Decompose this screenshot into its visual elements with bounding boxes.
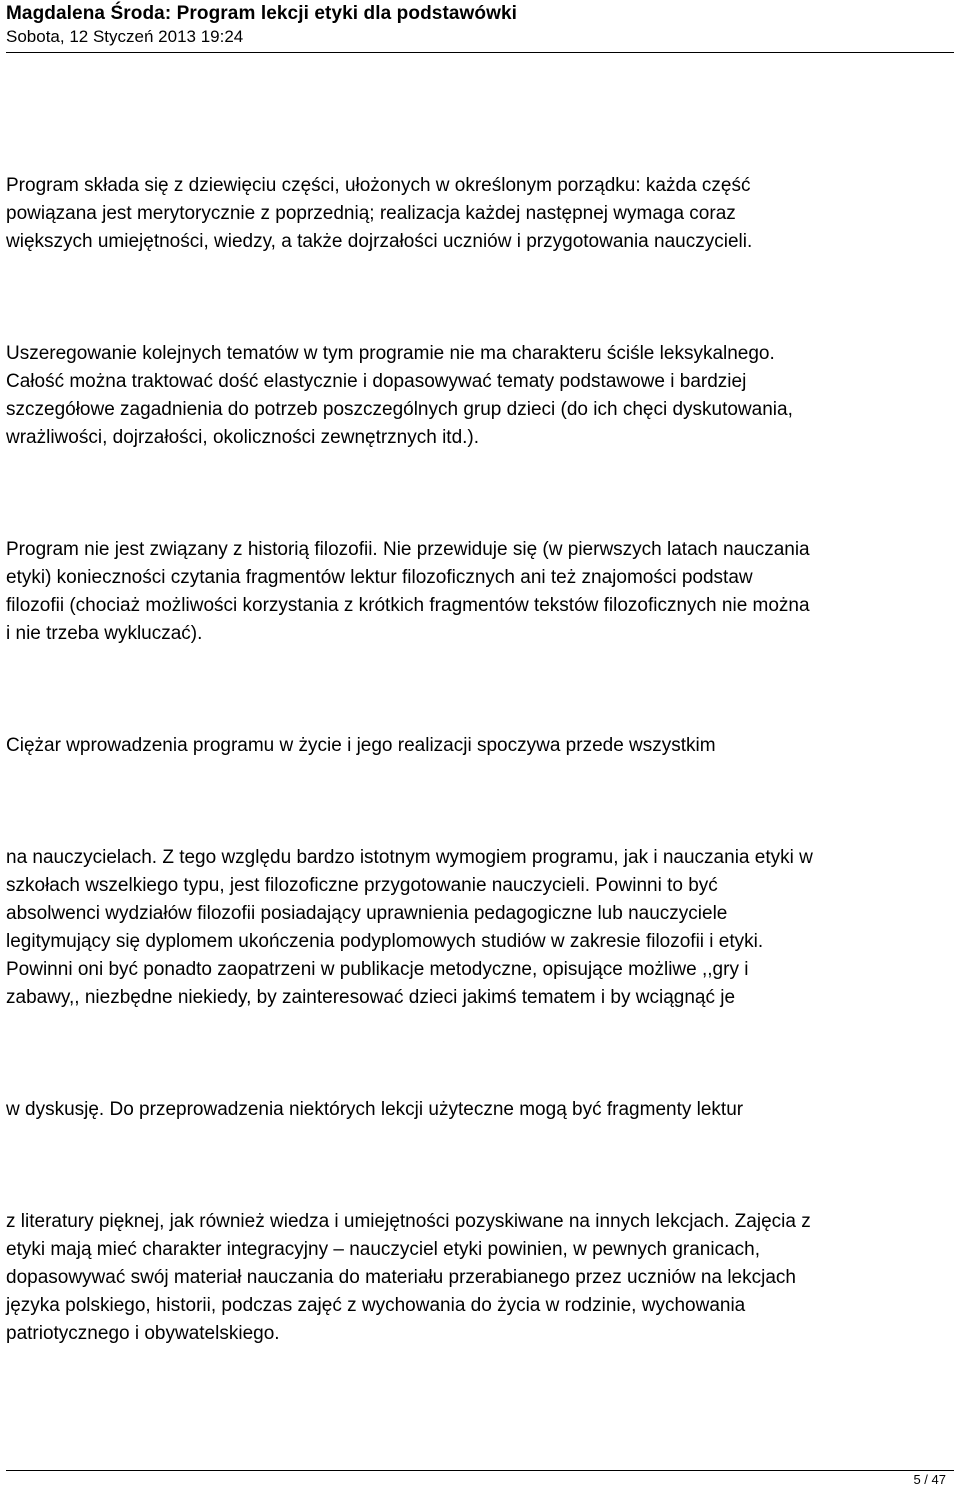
page-number: 5 / 47 [913, 1472, 946, 1487]
text-line: zabawy,, niezbędne niekiedy, by zainteresować dzieci jakimś tematem i by wciągnąć je [6, 987, 736, 1008]
text-line: etyki) konieczności czytania fragmentów lektur filozoficznych ani też znajomości podstaw [6, 567, 753, 588]
text-line: w dyskusję. Do przeprowadzenia niektórych lekcji użyteczne mogą być fragmenty lektur [6, 1099, 744, 1120]
document-title: Magdalena Środa: Program lekcji etyki dla podstawówki [6, 3, 518, 24]
text-line: Całość można traktować dość elastycznie i dopasowywać tematy podstawowe i bardziej [6, 371, 747, 392]
text-line: na nauczycielach. Z tego względu bardzo istotnym wymogiem programu, jak i nauczania etyki w [6, 847, 813, 868]
text-line: Program nie jest związany z historią filozofii. Nie przewiduje się (w pierwszych latach nauczania [6, 539, 810, 560]
text-line: powiązana jest merytorycznie z poprzednią; realizacja każdej następnej wymaga coraz [6, 203, 736, 224]
footer-divider [6, 1470, 954, 1471]
text-line: etyki mają mieć charakter integracyjny – nauczyciel etyki powinien, w pewnych granicach, [6, 1239, 761, 1260]
document-header [6, 0, 954, 53]
text-line: z literatury pięknej, jak również wiedza i umiejętności pozyskiwane na innych lekcjach. Zajęcia z [6, 1211, 811, 1232]
text-line: filozofii (chociaż możliwości korzystania z krótkich fragmentów tekstów filozoficznych nie można [6, 595, 810, 616]
text-line: legitymujący się dyplomem ukończenia podyplomowych studiów w zakresie filozofii i etyki. [6, 931, 764, 952]
text-line: większych umiejętności, wiedzy, a także dojrzałości uczniów i przygotowania nauczycieli. [6, 231, 753, 252]
text-line: Program składa się z dziewięciu części, ułożonych w określonym porządku: każda część [6, 175, 751, 196]
text-line: szczegółowe zagadnienia do potrzeb poszczególnych grup dzieci (do ich chęci dyskutowania, [6, 399, 793, 420]
text-line: dopasowywać swój materiał nauczania do materiału przerabianego przez uczniów na lekcjach [6, 1267, 796, 1288]
text-line: absolwenci wydziałów filozofii posiadający uprawnienia pedagogiczne lub nauczyciele [6, 903, 728, 924]
text-line: szkołach wszelkiego typu, jest filozoficzne przygotowanie nauczycieli. Powinni to być [6, 875, 718, 896]
text-line: Uszeregowanie kolejnych tematów w tym programie nie ma charakteru ściśle leksykalnego. [6, 343, 775, 364]
text-line: i nie trzeba wykluczać). [6, 623, 203, 644]
text-line: Ciężar wprowadzenia programu w życie i jego realizacji spoczywa przede wszystkim [6, 735, 716, 756]
text-line: języka polskiego, historii, podczas zajęć z wychowania do życia w rodzinie, wychowania [6, 1295, 746, 1316]
text-line: patriotycznego i obywatelskiego. [6, 1323, 280, 1344]
text-line: Powinni oni być ponadto zaopatrzeni w publikacje metodyczne, opisujące możliwe ,,gry i [6, 959, 749, 980]
document-date: Sobota, 12 Styczeń 2013 19:24 [6, 27, 244, 46]
text-line: wrażliwości, dojrzałości, okoliczności zewnętrznych itd.). [6, 427, 480, 448]
